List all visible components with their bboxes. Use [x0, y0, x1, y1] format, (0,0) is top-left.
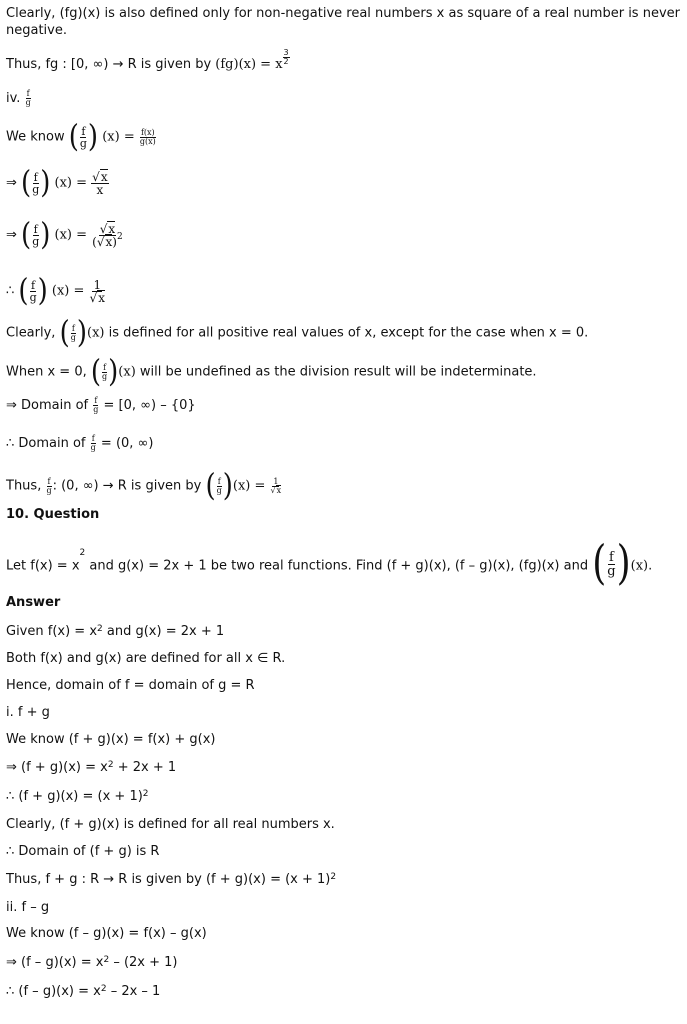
text-line: Clearly, ( f g ) (x) is defined for all positive real values of x, except for the case when x = 0.: [6, 315, 589, 351]
text-line: We know (f – g)(x) = f(x) – g(x): [6, 926, 207, 941]
text-line: ∴ Domain of (f + g) is R: [6, 844, 160, 859]
text-line: Clearly, (f + g)(x) is defined for all real numbers x.: [6, 817, 335, 832]
text-line: Given $f(x) = x^2$ and g(x) = 2x + 1: [6, 624, 225, 639]
text-line: ∴ $(f + g)(x) = (x + 1)^2$: [6, 789, 149, 804]
question-heading: 10. Question: [6, 507, 100, 522]
text-line: ⇒ Domain of $\frac{f}{g}$ = [0, ∞) – {0}: [6, 396, 196, 414]
part-iv-label: iv. $\frac{f}{g}$: [6, 89, 31, 107]
text-line: Clearly, (fg)(x) is also defined only for non-negative real numbers x as square of a real number is never: [6, 6, 680, 21]
text-line: Hence, domain of f = domain of g = R: [6, 678, 255, 693]
question-text: Let $f(x) = x^2$ and g(x) = 2x + 1 be two real functions. Find (f + g)(x), (f – g)(x), (fg)(x) and ( f g ) (x).: [6, 536, 653, 590]
step-line: ∴ ( f g ) (x) = $\frac{1}{√x}$: [6, 273, 105, 309]
step-line: ⇒ ( f g ) (x) = $\frac{√x}{(√x)^2}$: [6, 217, 123, 253]
text-line: Thus, f + g : R → R is given by $(f + g)(x) = (x + 1)^2$: [6, 872, 337, 887]
part-i-label: i. f + g: [6, 705, 50, 720]
text-line: ∴ Domain of $\frac{f}{g}$ = (0, ∞): [6, 434, 154, 452]
part-ii-label: ii. f – g: [6, 900, 50, 915]
we-know-fog-line: We know ( f g ) (x) = $\frac{f(x)}{g(x)}$: [6, 119, 156, 155]
text-line: Both f(x) and g(x) are defined for all x ∈ R.: [6, 651, 286, 666]
answer-heading: Answer: [6, 595, 61, 610]
text-line: When x = 0, ( f g ) (x) will be undefined as the division result will be indeterminate.: [6, 354, 537, 390]
text-line: ⇒ $(f - g)(x) = x^2 - (2x + 1)$: [6, 955, 178, 970]
step-line: ⇒ ( f g ) (x) = $\frac{√x}{x}$: [6, 165, 108, 201]
text-line: negative.: [6, 23, 67, 38]
text-line: We know (f + g)(x) = f(x) + g(x): [6, 732, 216, 747]
text-line: ⇒ $(f + g)(x) = x^2 + 2x + 1$: [6, 760, 177, 775]
text-line: ∴ $(f - g)(x) = x^2 - 2x - 1$: [6, 984, 161, 999]
thus-fg-line: Thus, fg : [0, ∞) → R is given by (fg)(x) = x $\frac{3}{2}$: [6, 48, 289, 72]
text-line: Thus, $\frac{f}{g}$ : (0, ∞) → R is given by ( f g ) (x) = $\frac{1}{√x}$: [6, 468, 282, 504]
